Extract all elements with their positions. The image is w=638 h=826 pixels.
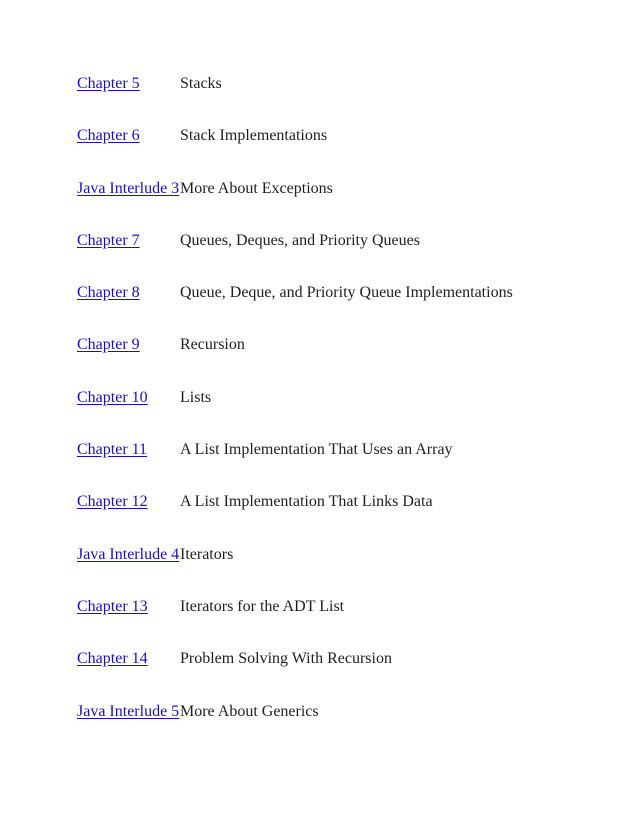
chapter-12-title: A List Implementation That Links Data	[180, 493, 433, 511]
toc-entry-chapter-5	[77, 72, 617, 124]
chapter-10-title: Lists	[180, 388, 212, 406]
chapter-5-link[interactable]: Chapter 5	[77, 75, 140, 92]
java-interlude-4-link[interactable]: Java Interlude 4	[77, 545, 180, 563]
chapter-5-title: Stacks	[180, 75, 222, 92]
chapter-8-link[interactable]: Chapter 8	[77, 284, 140, 302]
toc-entry-chapter-12	[77, 490, 617, 542]
toc-entry-chapter-8	[77, 281, 617, 333]
chapter-14-link[interactable]: Chapter 14	[77, 650, 148, 668]
java-interlude-3-link[interactable]: Java Interlude 3	[77, 179, 180, 197]
toc-entry-java-interlude-4	[77, 543, 617, 595]
chapter-13-title: Iterators for the ADT List	[180, 597, 345, 615]
toc-entry-chapter-11	[77, 438, 617, 490]
chapter-13-link[interactable]: Chapter 13	[77, 597, 148, 615]
chapter-11-link[interactable]: Chapter 11	[77, 441, 148, 459]
toc-entry-chapter-13	[77, 595, 617, 647]
java-interlude-3-title: More About Exceptions	[180, 179, 333, 197]
chapter-7-title: Queues, Deques, and Priority Queues	[180, 231, 420, 249]
toc-entry-java-interlude-5	[77, 700, 617, 752]
chapter-6-link[interactable]: Chapter 6	[77, 127, 140, 145]
chapter-6-title: Stack Implementations	[180, 127, 328, 145]
chapter-10-link[interactable]: Chapter 10	[77, 388, 148, 406]
chapter-8-title: Queue, Deque, and Priority Queue Implementations	[180, 284, 513, 302]
chapter-9-title: Recursion	[180, 336, 245, 354]
table-of-contents	[77, 72, 617, 752]
toc-entry-chapter-9	[77, 333, 617, 385]
chapter-9-link[interactable]: Chapter 9	[77, 336, 140, 354]
toc-entry-chapter-10	[77, 386, 617, 438]
toc-entry-chapter-6	[77, 124, 617, 176]
java-interlude-5-title: More About Generics	[180, 702, 319, 720]
chapter-7-link[interactable]: Chapter 7	[77, 231, 140, 249]
java-interlude-5-link[interactable]: Java Interlude 5	[77, 702, 180, 720]
chapter-12-link[interactable]: Chapter 12	[77, 493, 148, 511]
chapter-14-title: Problem Solving With Recursion	[180, 650, 392, 668]
toc-entry-chapter-14	[77, 647, 617, 699]
toc-entry-java-interlude-3	[77, 177, 617, 229]
chapter-11-title: A List Implementation That Uses an Array	[180, 441, 453, 459]
java-interlude-4-title: Iterators	[180, 545, 234, 563]
toc-entry-chapter-7	[77, 229, 617, 281]
